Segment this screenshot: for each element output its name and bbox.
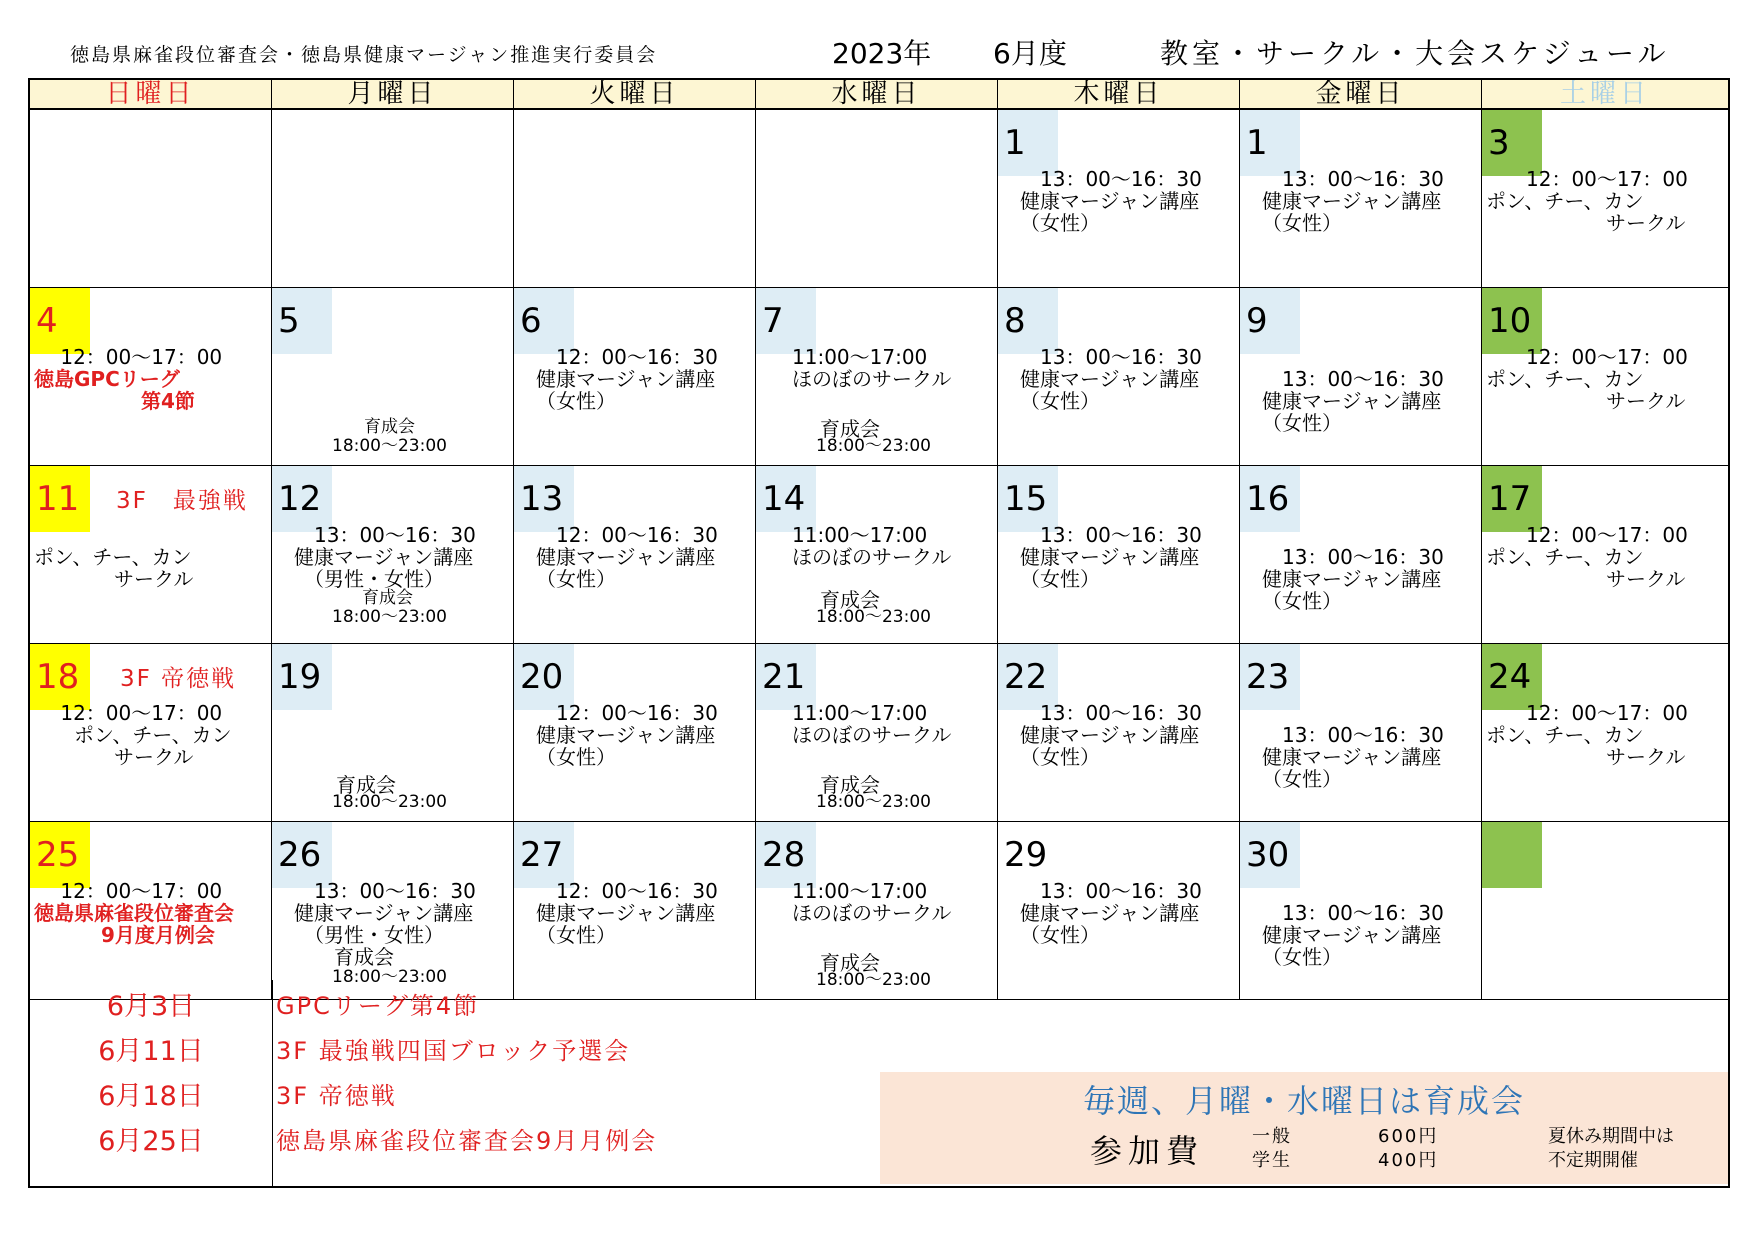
day-number: 1 (998, 110, 1058, 176)
day-number: 8 (998, 288, 1058, 354)
day-number: 14 (756, 466, 816, 532)
day-number: 16 (1240, 466, 1300, 532)
day-number: 11 (30, 466, 90, 532)
day-number: 29 (1004, 835, 1048, 875)
footer-event-name: 3F 最強戦四国ブロック予選会 (276, 1037, 631, 1065)
month-label: 6月度 (993, 37, 1067, 70)
weekday-header: 火曜日 (514, 80, 756, 108)
event-text: 18:00～23:00 (816, 792, 931, 812)
calendar-day-cell (514, 288, 756, 466)
notice-training-text: 毎週、月曜・水曜日は育成会 (1082, 1082, 1525, 1120)
fee-label: 参加費 (1090, 1132, 1205, 1170)
summer-note-1: 夏休み期間中は (1548, 1126, 1674, 1147)
calendar-day-cell (998, 288, 1240, 466)
day-number: 27 (514, 822, 574, 888)
fee-general-value: 600円 (1378, 1126, 1439, 1147)
event-text: 12：00～17：00 (34, 879, 223, 903)
event-text: 12：00～17：00 ポン、チー、カン サークル (60, 701, 232, 769)
day-number: 21 (756, 644, 816, 710)
fee-student-value: 400円 (1378, 1150, 1439, 1171)
weekday-header: 月曜日 (272, 80, 514, 108)
day-number: 26 (272, 822, 332, 888)
day-number: 28 (756, 822, 816, 888)
event-text: 育成会 (364, 417, 415, 437)
calendar-day-cell (272, 822, 514, 1000)
event-text: 18:00～23:00 (332, 792, 447, 812)
calendar-day-cell (1482, 644, 1728, 822)
day-number: 15 (998, 466, 1058, 532)
day-number: 1 (1240, 110, 1300, 176)
event-text: 12：00～16：30 健康マージャン講座 （女性） (536, 879, 718, 947)
calendar-day-cell (1240, 466, 1482, 644)
organizer-name: 徳島県麻雀段位審査会・徳島県健康マージャン推進実行委員会 (70, 44, 658, 66)
event-text: 育成会 (820, 773, 880, 797)
event-text: ポン、チー、カン サークル (34, 545, 194, 591)
calendar-day-cell (1482, 110, 1728, 288)
day-number: 30 (1240, 822, 1300, 888)
event-text: 育成会 (820, 588, 880, 612)
day-number: 4 (30, 288, 90, 354)
day-number: 23 (1240, 644, 1300, 710)
day-number: 12 (272, 466, 332, 532)
weekday-header: 土曜日 (1559, 79, 1650, 109)
event-text: 12：00～17：00 ポン、チー、カン サークル (1486, 345, 1688, 413)
calendar-day-cell (272, 644, 514, 822)
day-number: 10 (1482, 288, 1542, 354)
calendar-day-cell (272, 466, 514, 644)
day-number: 20 (514, 644, 574, 710)
footer-event-date: 6月18日 (98, 1081, 204, 1112)
event-text: 18:00～23:00 (816, 436, 931, 456)
calendar-day-cell (756, 822, 998, 1000)
calendar-day-cell (514, 466, 756, 644)
weekday-header-row (30, 80, 1728, 110)
event-text: 育成会 (362, 588, 413, 608)
calendar-day-cell (1240, 110, 1482, 288)
day-number: 24 (1482, 644, 1542, 710)
day-number (1482, 822, 1542, 888)
calendar-day-cell (998, 644, 1240, 822)
year-label: 2023年 (832, 37, 932, 70)
calendar-day-cell (1240, 288, 1482, 466)
calendar-day-cell (514, 822, 756, 1000)
calendar-grid (28, 78, 1730, 1188)
calendar-day-cell (756, 110, 998, 288)
summer-note-2: 不定期開催 (1548, 1150, 1638, 1171)
event-text: 12：00～17：00 ポン、チー、カン サークル (1486, 523, 1688, 591)
event-text: 18:00～23:00 (816, 607, 931, 627)
event-text: 12：00～17：00 ポン、チー、カン サークル (1486, 701, 1688, 769)
calendar-day-cell (1240, 644, 1482, 822)
event-text: 徳島GPCリーグ 第4節 (34, 367, 195, 413)
day-number: 17 (1482, 466, 1542, 532)
event-text: 18:00～23:00 (332, 607, 447, 627)
footer-divider (272, 980, 273, 1186)
calendar-day-cell (1240, 822, 1482, 1000)
weekday-header: 木曜日 (998, 80, 1240, 108)
calendar-day-cell (30, 822, 272, 1000)
day-number: 19 (272, 644, 332, 710)
calendar-day-cell (756, 466, 998, 644)
event-text: 18:00～23:00 (816, 970, 931, 990)
day-number: 18 (30, 644, 90, 710)
event-text: 12：00～17：00 (34, 345, 223, 369)
weekday-header: 金曜日 (1240, 80, 1482, 108)
tournament-tag: 3F 帝徳戦 (120, 666, 237, 692)
day-number: 13 (514, 466, 574, 532)
event-text: 13：00～16：30 健康マージャン講座 （女性） (1262, 901, 1444, 969)
day-number: 22 (998, 644, 1058, 710)
footer-event-date: 6月11日 (98, 1036, 204, 1067)
notice-box (880, 1072, 1728, 1184)
footer-section (30, 980, 1728, 1186)
fee-general-label: 一般 (1252, 1126, 1292, 1147)
event-text: 13：00～16：30 健康マージャン講座 （女性） (1020, 167, 1202, 235)
calendar-day-cell (1482, 288, 1728, 466)
event-text: 18:00～23:00 (332, 967, 447, 987)
event-text: 13：00～16：30 健康マージャン講座 （女性） (1020, 879, 1202, 947)
calendar-day-cell (30, 288, 272, 466)
event-text: 13：00～16：30 健康マージャン講座 （女性） (1020, 701, 1202, 769)
calendar-day-cell (514, 644, 756, 822)
event-text: 11:00～17:00 ほのぼのサークル (792, 523, 952, 569)
event-text: 13：00～16：30 健康マージャン講座 （男性・女性） 育成会 (294, 879, 476, 969)
event-text: 12：00～16：30 健康マージャン講座 （女性） (536, 523, 718, 591)
calendar-day-cell (30, 644, 272, 822)
calendar-day-cell (30, 110, 272, 288)
fee-student-label: 学生 (1252, 1150, 1292, 1171)
footer-event-name: GPCリーグ第4節 (276, 992, 480, 1020)
calendar-day-cell (30, 466, 272, 644)
event-text: 育成会 (820, 417, 880, 441)
event-text: 徳島県麻雀段位審査会 9月度月例会 (34, 901, 234, 947)
day-number: 3 (1482, 110, 1542, 176)
event-text: 12：00～17：00 ポン、チー、カン サークル (1486, 167, 1688, 235)
calendar-day-cell (272, 110, 514, 288)
event-text: 育成会 (336, 773, 396, 797)
event-text: 13：00～16：30 健康マージャン講座 （女性） (1262, 723, 1444, 791)
event-text: 13：00～16：30 健康マージャン講座 （女性） (1262, 167, 1444, 235)
event-text: 12：00～16：30 健康マージャン講座 （女性） (536, 701, 718, 769)
event-text: 11:00～17:00 ほのぼのサークル (792, 345, 952, 391)
event-text: 18:00～23:00 (332, 436, 447, 456)
event-text: 13：00～16：30 健康マージャン講座 （男性・女性） (294, 523, 476, 591)
day-number: 25 (30, 822, 90, 888)
footer-event-name: 3F 帝徳戦 (276, 1082, 397, 1110)
footer-event-date: 6月3日 (106, 991, 196, 1022)
calendar-day-cell (1482, 822, 1728, 1000)
day-number: 7 (756, 288, 816, 354)
calendar-day-cell (514, 110, 756, 288)
calendar-day-cell (272, 288, 514, 466)
calendar-day-cell (1482, 466, 1728, 644)
page-header (0, 30, 1755, 70)
calendar-day-cell (998, 822, 1240, 1000)
day-number: 9 (1240, 288, 1300, 354)
event-text: 12：00～16：30 健康マージャン講座 （女性） (536, 345, 718, 413)
calendar-day-cell (998, 466, 1240, 644)
footer-event-date: 6月25日 (98, 1126, 204, 1157)
calendar-day-cell (756, 288, 998, 466)
page-title: 教室・サークル・大会スケジュール (1160, 37, 1670, 70)
weekday-header: 水曜日 (756, 80, 998, 108)
event-text: 11:00～17:00 ほのぼのサークル (792, 879, 952, 925)
event-text: 13：00～16：30 健康マージャン講座 （女性） (1262, 545, 1444, 613)
weekday-header: 日曜日 (30, 80, 272, 108)
day-number: 5 (272, 288, 332, 354)
event-text: 育成会 (820, 951, 880, 975)
event-text: 11:00～17:00 ほのぼのサークル (792, 701, 952, 747)
day-number: 6 (514, 288, 574, 354)
event-text: 13：00～16：30 健康マージャン講座 （女性） (1020, 523, 1202, 591)
event-text: 13：00～16：30 健康マージャン講座 （女性） (1020, 345, 1202, 413)
calendar-day-cell (756, 644, 998, 822)
footer-event-name: 徳島県麻雀段位審査会9月月例会 (276, 1127, 658, 1155)
calendar-day-cell (998, 110, 1240, 288)
event-text: 13：00～16：30 健康マージャン講座 （女性） (1262, 367, 1444, 435)
tournament-tag: 3F 最強戦 (116, 488, 248, 514)
